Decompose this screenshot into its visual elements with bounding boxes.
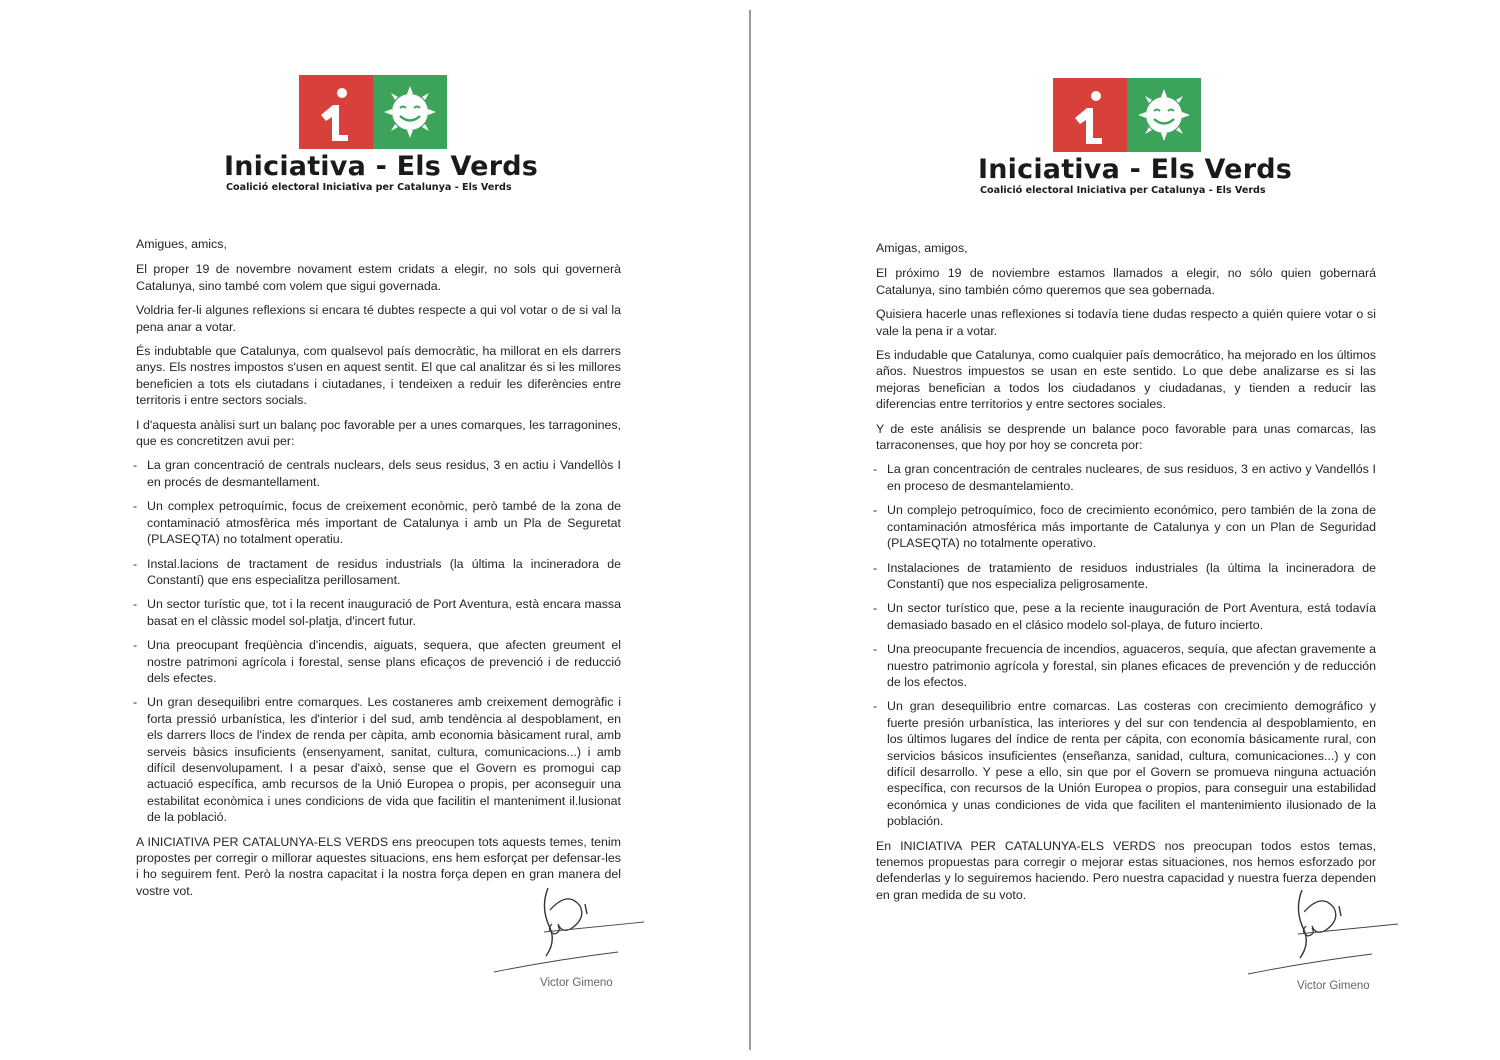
logo-subtitle: Coalició electoral Iniciativa per Catalunya - Els Verds (226, 182, 512, 193)
list-item: - Instal.lacions de tractament de residus industrials (la última la incineradora de Constantí) que ens especialitza perillosament. (133, 556, 621, 587)
list-item: - Un sector turístico que, pese a la reciente inauguración de Port Aventura, está todavía demasiado basado en el clásico modelo sol-playa, de futuro incierto. (873, 601, 1376, 632)
letter-paragraph: El proper 19 de novembre novament estem cridats a elegir, no sols qui governerà Catalunya, sino també com volem que sigui governada. (136, 262, 621, 293)
list-item: - Un gran desequilibri entre comarques. Les costaneres amb creixement demogràfic i forta pressió urbanística, les d'interior i del sud, amb tendència al despoblament, en els darrers llocs de l'index de renda per càpita, amb economia bàsicament rural, amb serveis bàsics insuficients (ensenyament, sanitat, cultura, comunicacions...) i amb difícil desenvolupament. I a pesar d'això, sense que el Govern es promogui cap actuació específica, amb recursos de la Unió Europea o propis, per aconseguir una estabilitat econòmica i unes condicions de vida que facilitin el manteniment il.lusionat de la població. (133, 695, 621, 825)
list-item: - La gran concentració de centrals nuclears, dels seus residus, 3 en actiu i Vandellòs I en procés de desmantellament. (133, 458, 621, 489)
letter-body (873, 240, 1376, 911)
letter-paragraph: Quisiera hacerle unas reflexiones si todavía tiene dudas respecto a quién quiere votar o si vale la pena ir a votar. (876, 307, 1376, 338)
logo-title: Iniciativa - Els Verds (224, 151, 539, 182)
letter-paragraph: Y de este análisis se desprende un balance poco favorable para unas comarcas, las tarraconenses, que hoy por hoy se concreta por: (876, 421, 1376, 453)
list-item: - Instalaciones de tratamiento de residuos industriales (la última la incineradora de Constantí) que nos especializa peligrosamente. (873, 560, 1376, 591)
letter-closing: A INICIATIVA PER CATALUNYA-ELS VERDS ens preocupen tots aquests temes, tenim propostes per corregir o millorar aquestes situacions, ens hem esforçat per defensar-les i ho seguirem fent. Però la nostra capacitat i la nostra força depen en gran manera del vostre vot. (136, 834, 621, 898)
page-divider (749, 10, 751, 1050)
signer-name: Victor Gimeno (1297, 980, 1370, 992)
list-item: - Un gran desequilibrio entre comarcas. Las costeras con crecimiento demográfico y fuerte presión urbanística, las interiores y del sur con tendencia al despoblamiento, en los últimos lugares del índice de renta per cápita, con economía básicamente rural, con servicios básicos insuficientes (enseñanza, sanidad, cultura, comunicaciones...) y con difícil desarrollo. Y pese a ello, sin que por el Govern se promueva ninguna actuación específica, con recursos de la Unión Europea o propios, para conseguir una estabilidad económica y unas condiciones de vida que faciliten el mantenimiento ilusionado de la población. (873, 699, 1376, 829)
letter-closing: En INICIATIVA PER CATALUNYA-ELS VERDS nos preocupan todos estos temas, tenemos propuestas para corregir o mejorar estas situaciones, nos hemos esforzado por defenderlas y lo seguiremos haciendo. Pero nuestra capacidad y nuestra fuerza dependen en gran medida de su voto. (876, 838, 1376, 902)
logo-i-icon (299, 75, 373, 149)
logo-i-icon (1053, 78, 1127, 152)
smiling-sun-icon (1127, 78, 1201, 152)
letter-paragraph: És indubtable que Catalunya, com qualsevol país democràtic, ha millorat en els darrers anys. Els nostres impostos s'usen en aquest sentit. El que cal analitzar és si les millores beneficien a tots els ciutadans i ciutadanes, i tendeixen a reduir les diferències entre territoris i entre sectors socials. (136, 344, 621, 408)
letter-paragraph: Voldria fer-li algunes reflexions si encara té dubtes respecte a qui vol votar o de si val la pena anar a votar. (136, 303, 621, 334)
list-item: - Un complejo petroquímico, foco de crecimiento económico, pero también de la zona de contaminación atmosférica más importante de Catalunya y con un Plan de Seguridad (PLASEQTA) no totalmente operativo. (873, 503, 1376, 551)
list-item: - Una preocupant freqüència d'incendis, aiguats, sequera, que afecten greument el nostre patrimoni agrícola i forestal, sense plans eficaços de prevenció i de reducció dels efectes. (133, 638, 621, 685)
letter-greeting: Amigas, amigos, (876, 241, 968, 255)
issues-list (873, 461, 1376, 829)
party-logo (978, 78, 1292, 196)
list-item: - La gran concentración de centrales nucleares, de sus residuos, 3 en activo y Vandellós I en proceso de desmantelamiento. (873, 462, 1376, 493)
logo-i-square (299, 75, 373, 149)
logo-title: Iniciativa - Els Verds (978, 154, 1293, 185)
logo-subtitle: Coalició electoral Iniciativa per Catalunya - Els Verds (980, 185, 1266, 196)
logo-sun-square (373, 75, 447, 149)
smiling-sun-icon (373, 75, 447, 149)
handwritten-signature (1244, 882, 1404, 982)
issues-list (133, 457, 621, 825)
letter-greeting: Amigues, amics, (136, 237, 227, 251)
letter-page-catalan (0, 0, 745, 1060)
letter-body (133, 236, 621, 907)
party-logo (224, 75, 538, 193)
letter-paragraph: Es indudable que Catalunya, como cualquier país democrático, ha mejorado en los últimos años. Nuestros impuestos se usan en este sentido. Lo que debe analizarse es si las mejoras benefician a todos los ciudadanos y ciudadanas, y tienden a reducir las diferencias entre territorios y entre sectores sociales. (876, 348, 1376, 412)
list-item: - Un complex petroquímic, focus de creixement econòmic, però també de la zona de contaminació atmosfèrica més important de Catalunya i amb un Pla de Seguretat (PLASEQTA) no totalment operatiu. (133, 499, 621, 547)
signer-name: Victor Gimeno (540, 977, 613, 989)
letter-paragraph: El próximo 19 de noviembre estamos llamados a elegir, no sólo quien gobernará Catalunya, sino también cómo queremos que sea gobernada. (876, 266, 1376, 297)
logo-sun-square (1127, 78, 1201, 152)
logo-i-square (1053, 78, 1127, 152)
letter-paragraph: I d'aquesta anàlisi surt un balanç poc favorable per a unes comarques, les tarragonines, que es concretitzen avui per: (136, 417, 621, 449)
letter-page-spanish (752, 0, 1497, 1060)
handwritten-signature (490, 880, 650, 980)
list-item: - Un sector turístic que, tot i la recent inauguració de Port Aventura, està encara massa basat en el clàssic model sol-platja, d'incert futur. (133, 597, 621, 628)
list-item: - Una preocupante frecuencia de incendios, aguaceros, sequía, que afectan gravemente a nuestro patrimonio agrícola y forestal, sin planes eficaces de prevención y de reducción de los efectos. (873, 642, 1376, 689)
